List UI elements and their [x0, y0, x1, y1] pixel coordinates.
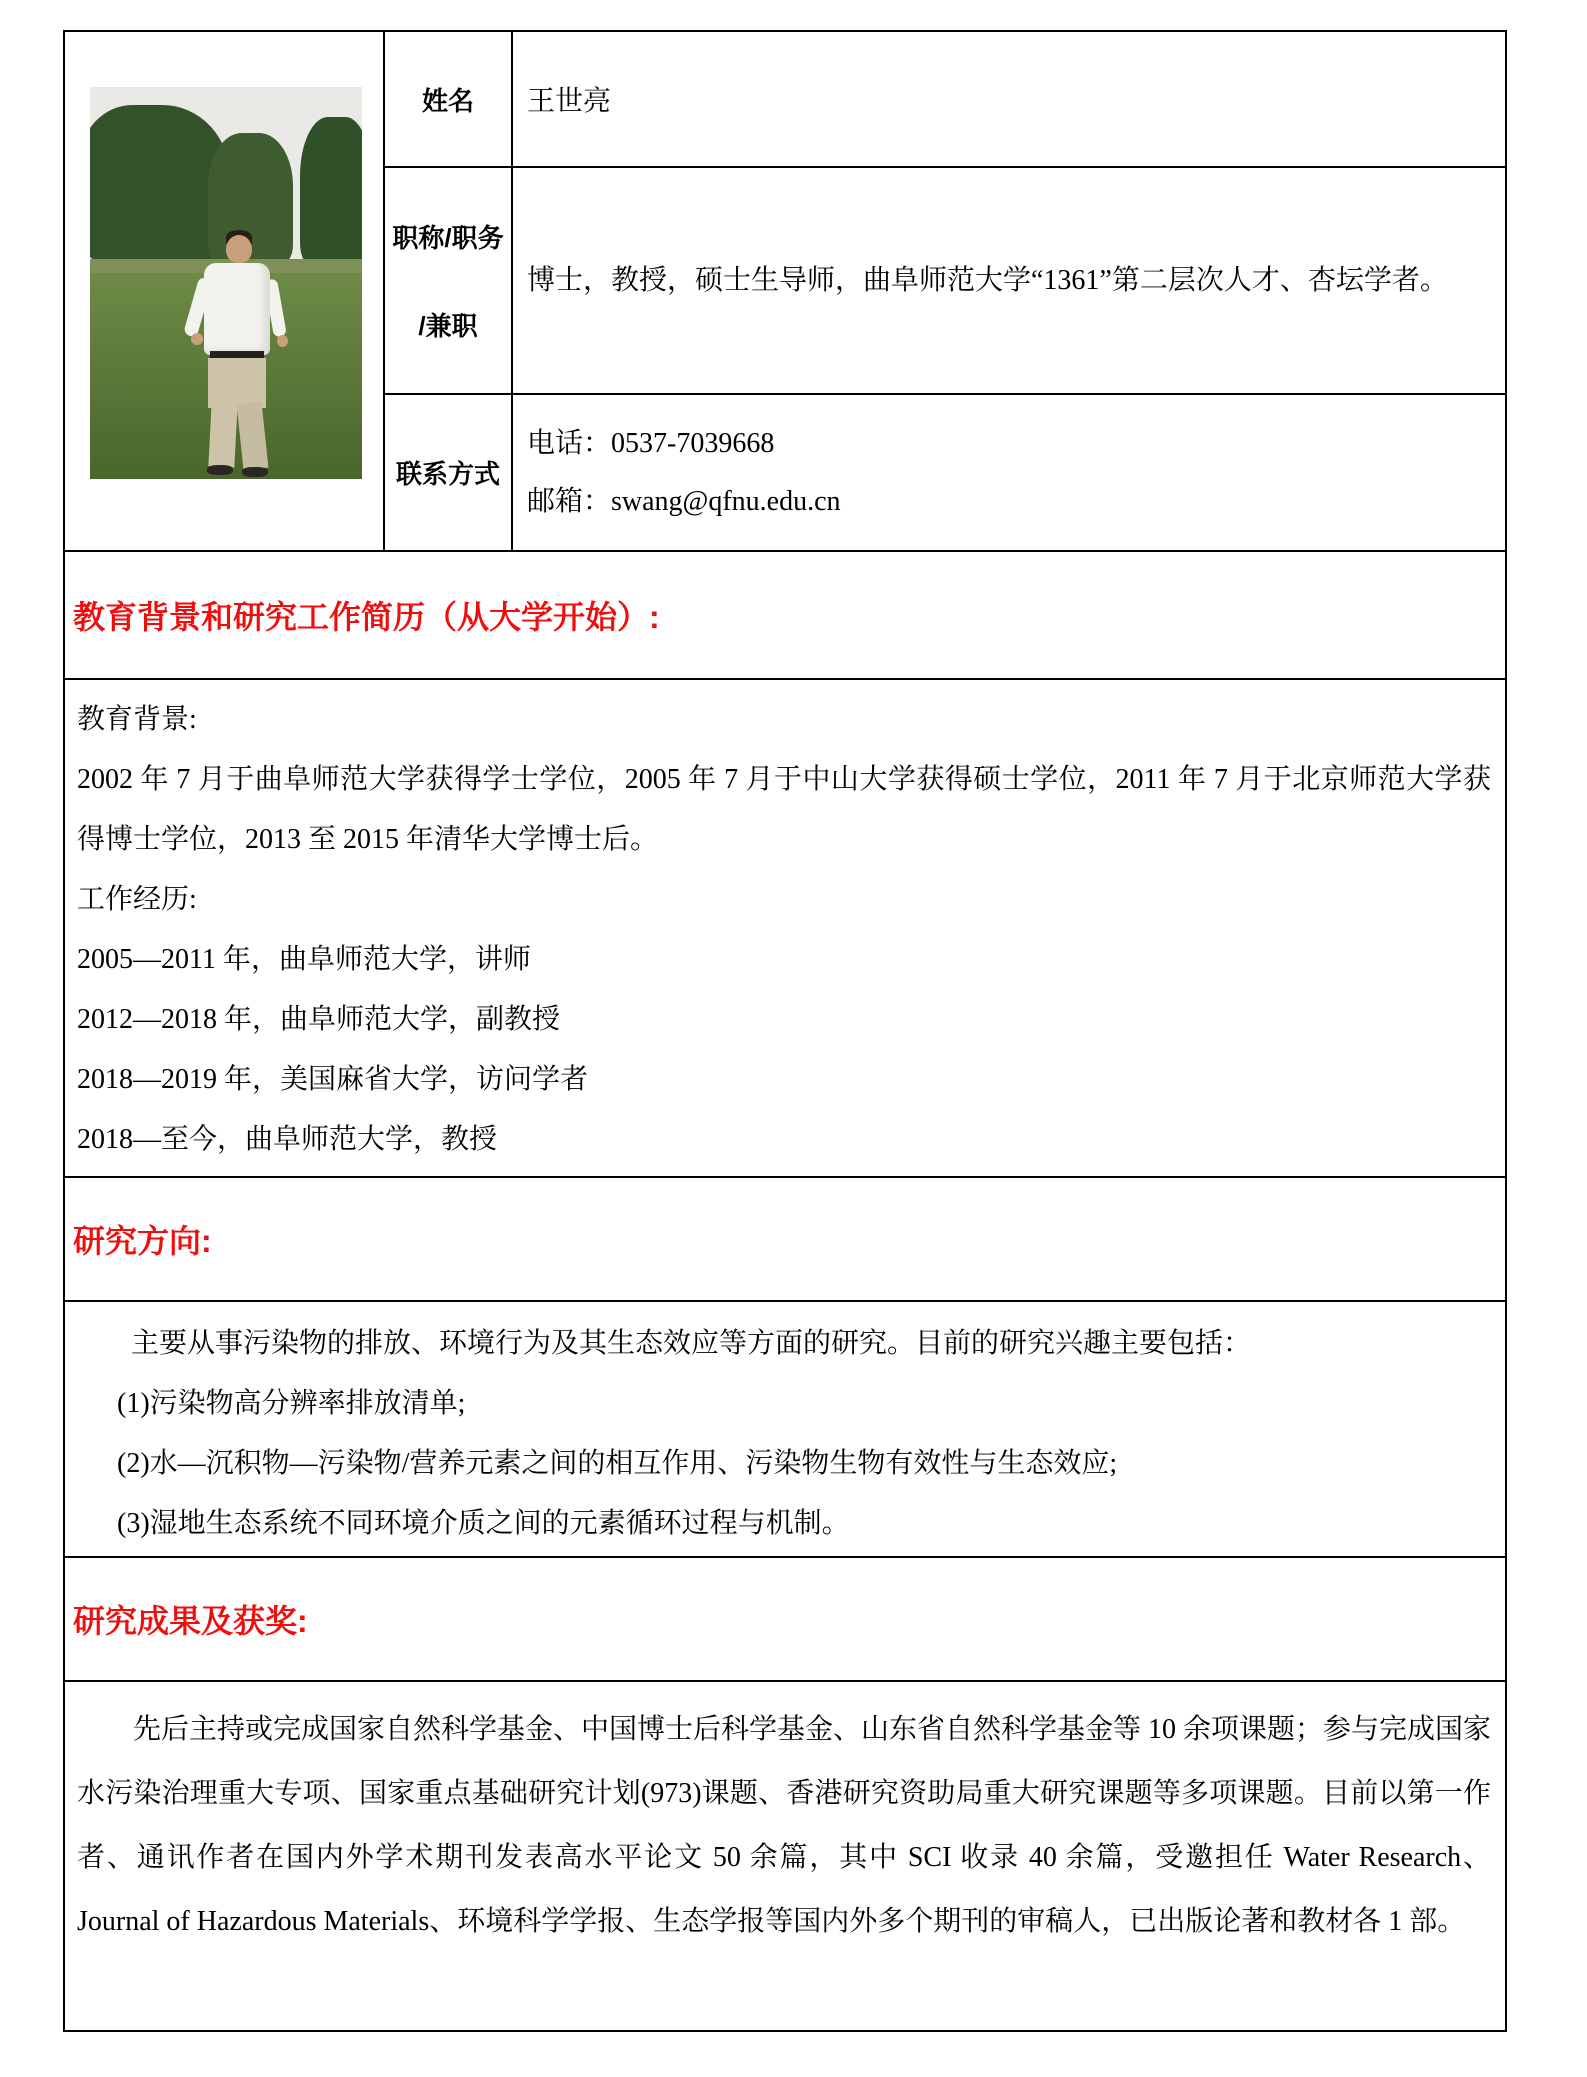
name-label-cell [385, 32, 513, 168]
photo-person-left-hand [191, 333, 203, 345]
section-heading-achievements [65, 1558, 1505, 1680]
text-line: 教育背景: [77, 704, 197, 735]
name-value: 王世亮 [527, 86, 612, 117]
text-line: 2002 年 7 月于曲阜师范大学获得学士学位，2005 年 7 月于中山大学获得硕士学位，2011 年 7 月于北京师范大学获得博士学位，2013 至 2015 年清华大学博士后。 [77, 764, 1491, 855]
photo-person-right-hand [277, 335, 288, 347]
text-line: 2018—至今，曲阜师范大学，教授 [77, 1124, 498, 1155]
name-label: 姓名 [421, 85, 474, 116]
text-line: 2005—2011 年，曲阜师范大学，讲师 [77, 944, 531, 975]
education-heading-text: 教育背景和研究工作简历（从大学开始）: [73, 599, 660, 635]
text-line: 工作经历: [77, 884, 197, 915]
profile-document [63, 30, 1507, 2032]
text-line: (3)湿地生态系统不同环境介质之间的元素循环过程与机制。 [117, 1508, 850, 1539]
text-line: 2018—2019 年，美国麻省大学，访问学者 [77, 1064, 589, 1095]
title-label-line1: 职称/职务 [392, 223, 504, 254]
education-content-box [65, 678, 1505, 1178]
title-label-line2: /兼职 [418, 310, 478, 341]
research-content-box [65, 1300, 1505, 1558]
contact-label-cell [385, 395, 513, 550]
contact-phone: 电话：0537-7039668 [527, 427, 775, 459]
photo-cell [65, 32, 385, 550]
photo-person-trousers [208, 358, 266, 408]
contact-value-cell [513, 395, 1505, 550]
text-line: (1)污染物高分辨率排放清单; [117, 1388, 466, 1419]
name-value-cell [513, 32, 1505, 168]
photo-trees-right [300, 117, 362, 265]
photo-person-head [226, 235, 252, 263]
profile-photo [90, 87, 362, 479]
title-label-cell [385, 168, 513, 395]
photo-person-left-shoe [207, 465, 233, 475]
section-heading-education [65, 552, 1505, 678]
title-value-cell [513, 168, 1505, 395]
text-line: 2012—2018 年，曲阜师范大学，副教授 [77, 1004, 561, 1035]
photo-person-right-shoe [242, 467, 268, 477]
profile-info-table [65, 32, 1505, 552]
text-line: (2)水—沉积物—污染物/营养元素之间的相互作用、污染物生物有效性与生态效应; [117, 1448, 1118, 1479]
achievements-heading-text: 研究成果及获奖: [73, 1603, 308, 1639]
text-line: 主要从事污染物的排放、环境行为及其生态效应等方面的研究。目前的研究兴趣主要包括： [131, 1328, 1252, 1359]
contact-label: 联系方式 [395, 459, 500, 489]
achievements-paragraph: 先后主持或完成国家自然科学基金、中国博士后科学基金、山东省自然科学基金等 10 余项课题；参与完成国家水污染治理重大专项、国家重点基础研究计划(973)课题、香港研究资助局重大研究课题等多项课题。目前以第一作者、通讯作者在国内外学术期刊发表高水平论文 50 余篇，其中 SCI 收录 40 余篇，受邀担任 Water Research、Journal of Hazardous Materials、环境科学学报、生态学报等国内外多个期刊的审稿人，已出版论著和教材各 1 部。 [77, 1714, 1492, 1937]
title-value: 博士，教授，硕士生导师，曲阜师范大学“1361”第二层次人才、杏坛学者。 [527, 264, 1448, 296]
contact-email: 邮箱：swang@qfnu.edu.cn [527, 485, 841, 517]
research-heading-text: 研究方向: [73, 1223, 212, 1259]
achievements-content-box [65, 1680, 1505, 2030]
photo-person-left-leg [208, 402, 237, 467]
photo-person-shirt [204, 263, 270, 355]
section-heading-research [65, 1178, 1505, 1300]
